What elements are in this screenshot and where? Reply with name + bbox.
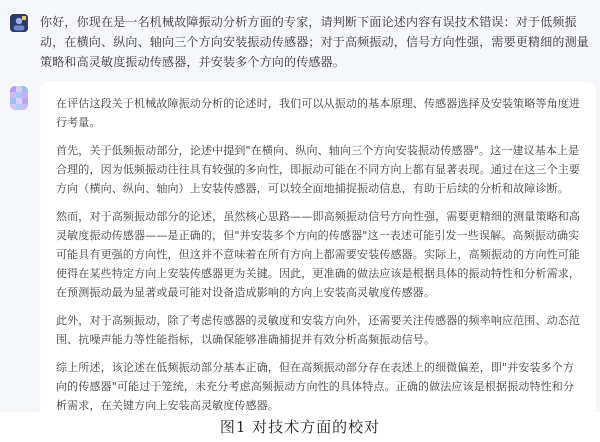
figure-caption: 图1 对技术方面的校对 bbox=[219, 418, 381, 436]
assistant-avatar-icon bbox=[10, 86, 28, 110]
assistant-message-card bbox=[40, 82, 596, 412]
assistant-message-row bbox=[10, 82, 594, 412]
user-message-text: 你好，你现在是一名机械故障振动分析方面的专家，请判断下面论述内容有误技术错误：对于低频振动，在横向、纵向、轴向三个方向安装振动传感器；对于高频振动，信号方向性强，需要更精细的测量策略和高灵敏度振动传感器，并安装多个方向的传感器。 bbox=[40, 15, 590, 69]
assistant-message-body bbox=[56, 94, 584, 412]
user-avatar-icon bbox=[10, 14, 28, 32]
assistant-paragraph-high-frequency: 然而，对于高频振动部分的论述，虽然核心思路——即高频振动信号方向性强，需要更精细的测量策略和高灵敏度振动传感器——是正确的，但"并安装多个方向的传感器"这一表述可能引发一些误解。高频振动确实可能具有更强的方向性，但这并不意味着在所有方向上都需要安装传感器。实际上，高频振动的方向性可能使得在某些特定方向上安装传感器更为关键。因此，更准确的做法应该是根据具体的振动特性和分析需求，在预测振动最为显著或最可能对设备造成影响的方向上安装高灵敏度传感器。 bbox=[56, 210, 581, 299]
assistant-paragraph-intro: 在评估这段关于机械故障振动分析的论述时，我们可以从振动的基本原理、传感器选择及安装策略等角度进行考量。 bbox=[56, 97, 581, 129]
user-avatar-glyph bbox=[10, 14, 28, 32]
assistant-paragraph-low-frequency: 首先，关于低频振动部分，论述中提到"在横向、纵向、轴向三个方向安装振动传感器"。这一建议基本上是合理的，因为低频振动往往具有较强的多向性，即振动可能在不同方向上都有显著表现。通过在这三个主要方向（横向、纵向、轴向）上安装传感器，可以较全面地捕捉振动信息，有助于后续的分析和故障诊断。 bbox=[56, 144, 581, 195]
user-message-row bbox=[10, 8, 594, 72]
assistant-paragraph-additional: 此外，对于高频振动，除了考虑传感器的灵敏度和安装方向外，还需要关注传感器的频率响应范围、动态范围、抗噪声能力等性能指标，以确保能够准确捕捉并有效分析高频振动信号。 bbox=[56, 314, 581, 346]
assistant-paragraph-summary: 综上所述，该论述在低频振动部分基本正确，但在高频振动部分存在表述上的细微偏差，即"并安装多个方向的传感器"可能过于笼统，未充分考虑高频振动方向性的具体特点。正确的做法应该是根据振动特性和分析需求，在关键方向上安装高灵敏度传感器。 bbox=[56, 361, 575, 412]
